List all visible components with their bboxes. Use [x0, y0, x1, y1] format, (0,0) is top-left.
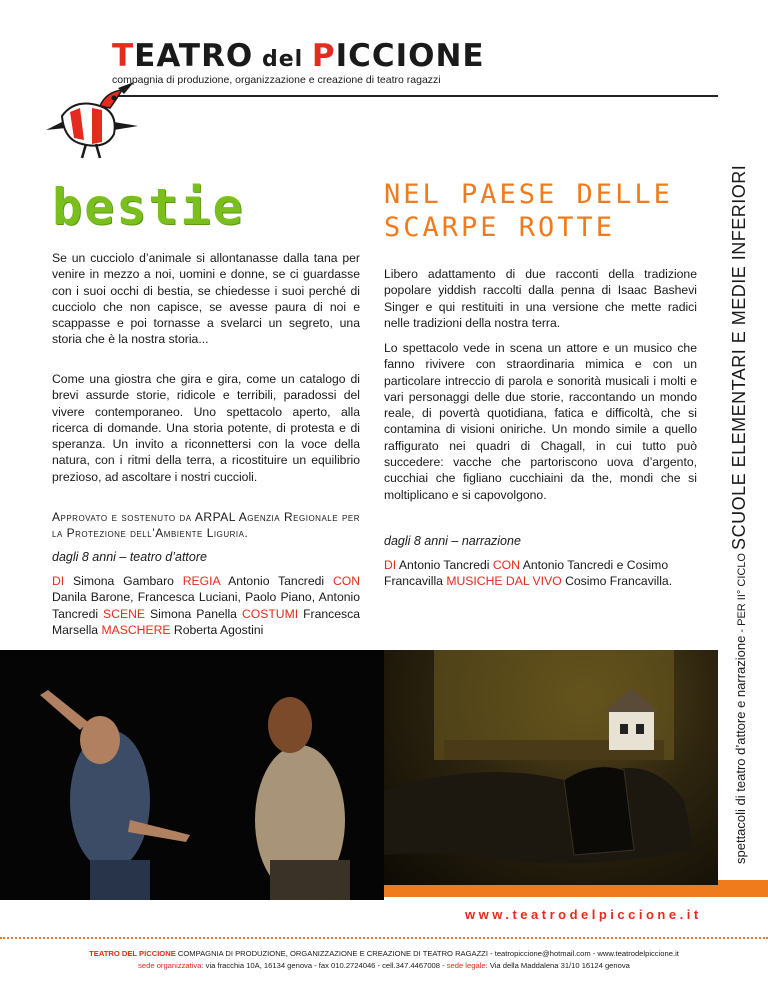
footer-contacts: COMPAGNIA DI PRODUZIONE, ORGANIZZAZIONE E CREAZIONE DI TEATRO RAGAZZI - teatropiccione@hotmail.com - www.teatrodelpiccione.it	[175, 949, 679, 958]
paese-title	[384, 178, 673, 244]
credit-role: REGIA	[182, 574, 221, 588]
shoe-house-photo-illustration	[384, 650, 718, 885]
paese-age: dagli 8 anni – narrazione	[384, 534, 521, 548]
orange-footer-band	[384, 885, 768, 897]
footer-sede-leg: Via della Maddalena 31/10 16124 genova	[487, 961, 630, 970]
credit-role: DI	[52, 574, 65, 588]
credit-names: Simona Panella	[150, 606, 237, 621]
paese-credits	[384, 557, 697, 590]
side-band	[718, 0, 768, 885]
credit-names: Antonio Tancredi	[398, 558, 490, 572]
side-vertical-text	[729, 165, 750, 864]
credit-names: Cosimo Francavilla.	[565, 574, 673, 589]
paese-paragraph-1: Libero adattamento di due racconti della tradizione popolare yiddish raccolti dalla penna di Isaac Bashevi Singer e qui restituiti in una versione che mette radici nelle tradizioni della nostra terra.	[384, 267, 697, 330]
credit-role: SCENE	[103, 606, 146, 621]
credit-names: Roberta Agostini	[173, 622, 264, 637]
paese-paragraph-2: Lo spettacolo vede in scena un attore e un musico che fanno rivivere con straordinaria mimica e con un particolare intreccio di parola e sonorità musicali i molti e vari personaggi delle due storie, raccontando un mondo reale, di povertà quotidiana, fatica e difficoltà, che si contamina di visioni oniriche. Un mondo simile a quello raffigurato nei quadri di Chagall, in cui tutto può succedere: vacche che partoriscono uova d’argento, cucchiai che figliano cucchiaini da the, mondi che si moltiplicano e si capovolgono.	[384, 341, 697, 502]
side-text-schools: SCUOLE ELEMENTARI E MEDIE INFERIORI	[729, 164, 749, 550]
logo-letter-p: P	[311, 38, 336, 74]
actors-photo-illustration	[0, 650, 384, 900]
credit-role: MASCHERE	[101, 622, 171, 637]
credit-role: MUSICHE DAL VIVO	[446, 574, 562, 589]
footer-line-2	[0, 961, 768, 970]
side-text-cycle: - PER II° CICLO	[736, 549, 748, 636]
credit-names: Danila Barone, Francesca Luciani, Paolo Piano, Antonio Tancredi	[52, 590, 360, 621]
orange-side-band	[718, 880, 768, 897]
credit-names: Francesca Marsella	[52, 606, 361, 637]
credit-role: COSTUMI	[241, 606, 299, 621]
footer-sede-org: via fracchia 10A, 16134 genova - fax 010.2724046 - cell.347.4467008 -	[203, 961, 447, 970]
logo-letter-t: T	[112, 38, 135, 74]
bestie-approval: Approvato e sostenuto da ARPAL Agenzia Regionale per la Protezione dell’Ambiente Liguria.	[52, 510, 360, 541]
credit-names: Simona Gambaro	[73, 574, 174, 588]
paese-title-line-1: NEL PAESE DELLE	[384, 179, 673, 210]
logo-word-del: del	[253, 47, 312, 72]
credit-role: CON	[332, 574, 361, 588]
footer-line-1	[0, 949, 768, 958]
logo-word-eatro: EATRO	[134, 38, 254, 74]
logo-subtitle: compagnia di produzione, organizzazione e creazione di teatro ragazzi	[112, 74, 441, 86]
bestie-title: bestie	[52, 178, 245, 236]
footer-sede-org-label: sede organizzativa:	[138, 961, 204, 970]
paese-title-line-2: SCARPE ROTTE	[384, 212, 616, 243]
dotted-divider	[0, 937, 768, 939]
credit-names: Antonio Tancredi	[228, 574, 325, 588]
pigeon-logo-icon	[40, 78, 140, 163]
header-divider	[112, 95, 718, 97]
bestie-age: dagli 8 anni – teatro d’attore	[52, 550, 207, 564]
logo-title	[112, 38, 485, 74]
credit-names: Antonio Tancredi e Cosimo Francavilla	[384, 558, 669, 589]
credit-role: DI	[384, 558, 397, 572]
side-text-genre: spettacoli di teatro d’attore e narrazione	[733, 635, 748, 864]
website-link[interactable]: www.teatrodelpiccione.it	[465, 907, 702, 922]
bestie-paragraph-1: Se un cucciolo d’animale si allontanasse dalla tana per venire in mezzo a noi, uomini e donne, se ci guardasse con i suoi occhi di bestia, se chiedesse i suoi perché di cucciolo che non capisce, se avesse paura di noi e scappasse e poi tornasse a svelarci un segreto, una storia che è la nostra storia...	[52, 251, 360, 347]
scarpe-rotte-stage-photo	[384, 650, 718, 885]
credit-role: CON	[492, 558, 520, 572]
bestie-paragraph-2: Come una giostra che gira e gira, come un catalogo di brevi assurde storie, ridicole e terribili, paradossi del vivere contemporaneo. Uno spettacolo aperto, alla ricerca di domande. Una storia potente, di protesta e di speranza. Un invito a riconnettersi con la voce della natura, con i ritmi della terra, a ricostituire un equilibrio prezioso, ad ascoltare i nostri cuccioli.	[52, 372, 360, 484]
bestie-stage-photo	[0, 650, 384, 900]
logo-word-iccione: ICCIONE	[335, 38, 485, 74]
footer-sede-leg-label: sede legale:	[446, 961, 488, 970]
bestie-credits	[52, 573, 360, 638]
footer-company-name: TEATRO DEL PICCIONE	[89, 949, 176, 958]
